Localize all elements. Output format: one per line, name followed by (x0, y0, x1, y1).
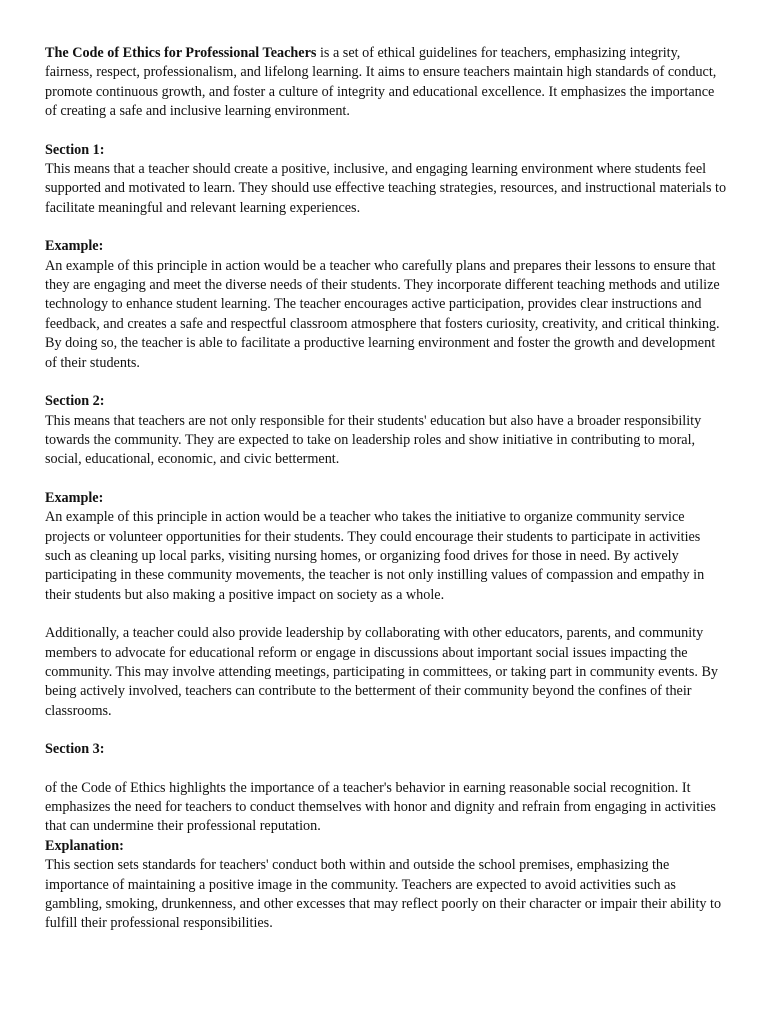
section-2-heading: Section 2: (45, 393, 105, 410)
document-body (45, 44, 729, 934)
intro-paragraph (45, 44, 729, 122)
section-1-text: This means that a teacher should create a positive, inclusive, and engaging learning environment where students feel supported and motivated to learn. They should use effective teaching strategies, resources, and instructional materials to facilitate meaningful and relevant learning experiences. (45, 161, 727, 216)
section-1-example-heading: Example: (45, 238, 104, 255)
section-2-text: This means that teachers are not only responsible for their students' education but also have a broader responsibility towards the community. They are expected to take on leadership roles and show initiative in contributing to moral, social, educational, economic, and civic betterment. (45, 412, 702, 468)
section-3-explanation-heading: Explanation: (45, 837, 124, 854)
intro-text: is a set of ethical guidelines for teachers, emphasizing integrity, fairness, respect, professionalism, and lifelong learning. It aims to ensure teachers maintain high standards of conduct, promote continuous growth, and foster a culture of integrity and educational excellence. It emphasizes the importance of creating a safe and inclusive learning environment. (45, 45, 717, 120)
section-2-example-heading: Example: (45, 489, 104, 506)
section-1-heading: Section 1: (45, 141, 105, 158)
section-3-text: of the Code of Ethics highlights the importance of a teacher's behavior in earning reasonable social recognition. It emphasizes the need for teachers to conduct themselves with honor and dignity and refrain from engaging in activities that can undermine their professional reputation. (45, 779, 716, 835)
section-3-heading: Section 3: (45, 741, 105, 758)
section-1-example-text: An example of this principle in action would be a teacher who carefully plans and prepares their lessons to ensure that they are engaging and meet the diverse needs of their students. They incorporate different teaching methods and utilize technology to enhance student learning. The teacher encourages active participation, provides clear instructions and feedback, and creates a safe and respectful classroom atmosphere that fosters curiosity, creativity, and critical thinking. By doing so, the teacher is able to facilitate a productive learning environment and foster the growth and development of their students. (45, 257, 720, 371)
section-3-explanation-text: This section sets standards for teachers' conduct both within and outside the school premises, emphasizing the importance of maintaining a positive image in the community. Teachers are expected to avoid activities such as gambling, smoking, drunkenness, and other excesses that may reflect poorly on their character or impair their ability to fulfill their professional responsibilities. (45, 857, 722, 932)
section-2-additional-text: Additionally, a teacher could also provide leadership by collaborating with other educators, parents, and community members to advocate for educational reform or engage in discussions about important social issues impacting the community. This may involve attending meetings, participating in committees, or taking part in community events. By being actively involved, teachers can contribute to the betterment of their community beyond the confines of their classrooms. (45, 625, 718, 719)
section-2-example-text: An example of this principle in action would be a teacher who takes the initiative to organize community service projects or volunteer opportunities for their students. They could encourage their students to participate in activities such as cleaning up local parks, visiting nursing homes, or organizing food drives for those in need. By actively participating in these community movements, the teacher is not only instilling values of compassion and empathy in their students but also making a positive impact on society as a whole. (45, 509, 705, 603)
document-title: The Code of Ethics for Professional Teachers (45, 45, 317, 61)
